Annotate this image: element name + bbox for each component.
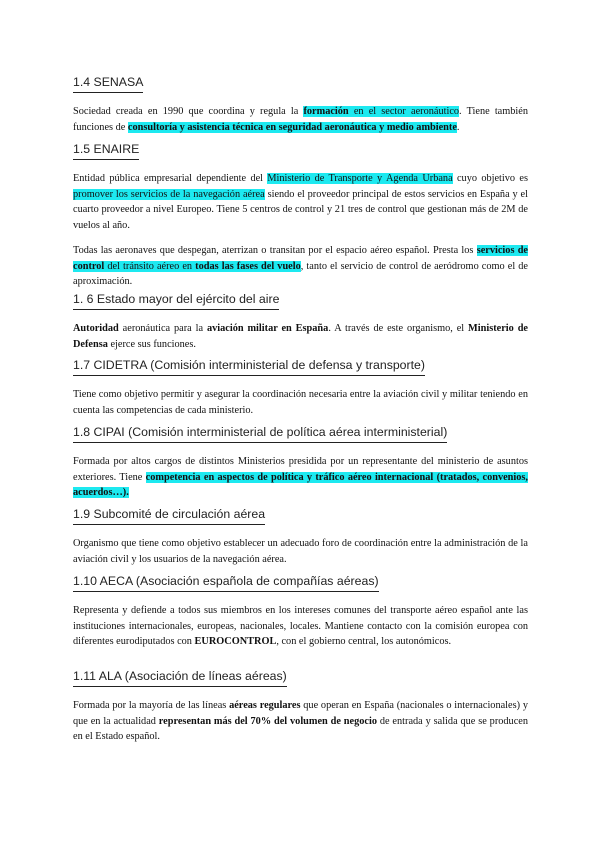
section-heading: 1.4 SENASA — [73, 75, 143, 93]
section-ala — [73, 667, 528, 745]
text-run: , con el gobierno central, los autonómicos. — [276, 636, 452, 647]
text-run: . Tiene también funciones de — [73, 106, 528, 133]
section-paragraph — [73, 243, 528, 290]
text-run: Sociedad creada en 1990 que coordina y regula la — [73, 106, 304, 117]
bold-text-run: todas las fases del vuelo — [195, 260, 301, 272]
section-paragraph — [73, 536, 528, 567]
section-paragraph — [73, 104, 528, 135]
bold-text-run: Ministerio de Defensa — [73, 323, 528, 350]
text-run: Entidad pública empresarial dependiente del — [73, 173, 268, 184]
section-paragraph — [73, 698, 528, 745]
text-run: Todas las aeronaves que despegan, aterrizan o transitan por el espacio aéreo español. Presta los — [73, 245, 477, 256]
bold-text-run: EUROCONTROL — [194, 636, 277, 647]
text-run: Organismo que tiene como objetivo establecer un adecuado foro de coordinación entre la administración de la aviación civil y los usuarios de la navegación aérea. — [73, 538, 528, 565]
text-run: siendo el proveedor principal de estos servicios en España y el cuarto proveedor a nivel Europeo. Tiene 5 centros de control y 21 tres de control que gestionan más de 2M de vuelos al año. — [73, 188, 528, 231]
text-run: Formada por altos cargos de distintos Ministerios presidida por un representante del ministerio de asuntos exteriores. Tiene — [73, 456, 528, 483]
section-senasa — [73, 73, 528, 135]
bold-text-run: competencia en aspectos de política y tráfico aéreo internacional (tratados, convenios, acuerdos…). — [73, 471, 528, 498]
text-run: ejerce sus funciones. — [107, 338, 196, 350]
section-paragraph — [73, 321, 528, 352]
text-run: Tiene como objetivo permitir y asegurar la coordinación necesaria entre la aviación civil y militar teniendo en cuenta las competencias de cada ministerio. — [73, 389, 528, 416]
section-paragraph — [73, 387, 528, 418]
text-run: , tanto el servicio de control de aeródromo como el de aproximación. — [73, 260, 528, 287]
section-paragraph — [73, 603, 528, 650]
section-enaire — [73, 140, 528, 290]
bold-text-run: formación — [303, 106, 349, 117]
section-heading: 1.5 ENAIRE — [73, 142, 139, 160]
bold-text-run: representan más del 70% del volumen de negocio — [158, 715, 377, 727]
text-run: de entrada y salida que se producen en el Estado español. — [73, 715, 528, 742]
section-heading: 1.9 Subcomité de circulación aérea — [73, 507, 265, 525]
section-cipai — [73, 423, 528, 501]
section-heading: 1.11 ALA (Asociación de líneas aéreas) — [73, 669, 287, 687]
bold-text-run: aéreas regulares — [229, 700, 301, 711]
text-run: Ministerio de Transporte y Agenda Urbana — [267, 173, 453, 184]
text-run: Representa y defiende a todos sus miembros en los intereses comunes del transporte aéreo español ante las instituciones internacionales, europeas, nacionales, locales. Mantiene contacto con la comisión europea con diferentes eurodiputados con — [73, 605, 528, 647]
bold-text-run: consultoría y asistencia técnica en seguridad aeronáutica y medio ambiente — [127, 121, 457, 133]
section-paragraph — [73, 171, 528, 233]
text-run: en el sector aeronáutico — [348, 106, 460, 117]
text-run: aeronáutica para la — [118, 323, 207, 334]
bold-text-run: aviación militar en España — [206, 323, 329, 334]
section-heading: 1.7 CIDETRA (Comisión interministerial de defensa y transporte) — [73, 358, 425, 376]
section-paragraph — [73, 454, 528, 501]
text-run: cuyo objetivo es — [452, 173, 528, 184]
section-cidetra — [73, 356, 528, 418]
section-heading: 1.10 AECA (Asociación española de compañías aéreas) — [73, 574, 379, 592]
text-run: promover los servicios de la navegación aérea — [73, 188, 265, 200]
text-run: . A través de este organismo, el — [328, 323, 469, 334]
section-heading: 1. 6 Estado mayor del ejército del aire — [73, 292, 279, 310]
section-aeca — [73, 572, 528, 650]
text-run: Formada por la mayoría de las líneas — [73, 700, 230, 711]
text-run: . — [456, 121, 460, 133]
section-estado-mayor — [73, 290, 528, 352]
section-heading: 1.8 CIPAI (Comisión interministerial de política aérea interministerial) — [73, 425, 447, 443]
bold-text-run: servicios de control — [73, 245, 528, 272]
text-run: que operan en España (nacionales o internacionales) y que en la actualidad — [73, 700, 528, 727]
text-run: del tránsito aéreo en — [104, 260, 196, 272]
section-subcomite — [73, 505, 528, 567]
bold-text-run: Autoridad — [73, 323, 119, 334]
